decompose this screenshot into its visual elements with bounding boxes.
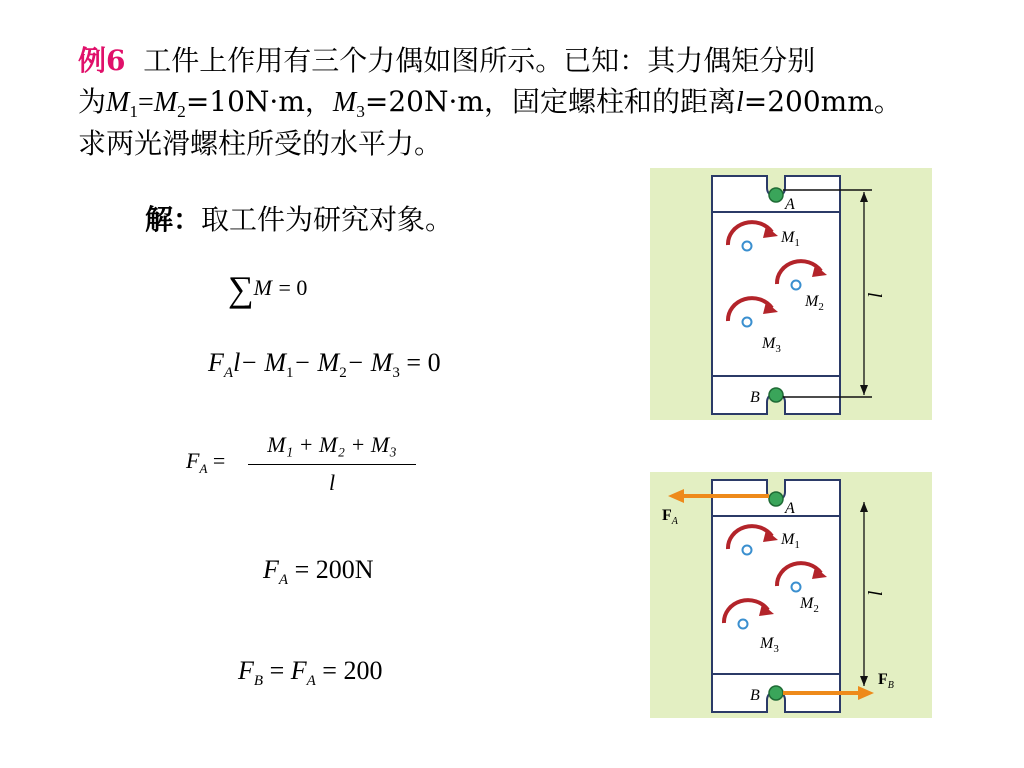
fraction-numerator: M₁ + M₂ + M₃ [267,432,397,457]
sum-symbol: ∑ [228,269,254,309]
label-B: B [750,687,760,704]
solution-heading [145,198,453,238]
hole-icon [792,583,801,592]
symbol-M: M [153,87,178,118]
subscript: 1 [286,365,294,381]
equation-FA-value [263,555,374,589]
problem-line-2 [78,81,998,123]
fraction-lhs [186,448,225,477]
label-M3: $M_3$ [760,635,779,655]
subscript: 1 [129,102,139,122]
symbol-M: M [106,87,130,118]
equation-rhs: = 200 [322,656,383,685]
subscript: 3 [392,365,400,381]
term-M3: − M [346,348,393,377]
equals: = [138,87,154,118]
label-A: A [785,500,795,517]
problem-text: =200mm。 [743,85,902,118]
fraction-denominator: l [328,470,336,495]
symbol-F: F [186,448,200,473]
symbol-M: M [253,275,272,300]
pin-A-icon [769,188,783,202]
pin-B-icon [769,686,783,700]
label-M1: $M_1$ [781,229,800,249]
equation-FB-value [238,656,382,690]
equation-sum-moments [228,268,307,310]
hole-icon [743,242,752,251]
equals: = [269,656,285,685]
equation-rhs: = 0 [278,275,308,300]
label-M2: $M_2$ [805,293,824,313]
subscript: 3 [356,102,365,122]
label-l: l [863,292,885,298]
symbol-F: F [208,348,224,377]
label-FB: $F_B$ [878,671,894,691]
hole-icon [792,281,801,290]
problem-text: =20N·m，固定螺柱和的距离 [364,85,736,118]
problem-line-3: 求两光滑螺柱所受的水平力。 [78,127,443,160]
figure-workpiece [650,168,932,420]
pin-A-icon [769,492,783,506]
solution-label: 解： [145,203,202,236]
symbol-F: F [238,656,254,685]
subscript: 2 [177,102,186,122]
label-B: B [750,389,760,406]
problem-line-1-text: 工件上作用有三个力偶如图所示。已知：其力偶矩分别 [143,44,816,77]
equation-fraction [186,432,426,502]
hole-icon [743,546,752,555]
equation-moment-balance [208,348,441,382]
label-l: l [863,590,885,596]
term-M1: − M [240,348,286,377]
equation-rhs: = 0 [406,348,441,377]
symbol-M: M [332,87,357,118]
subscript-A: A [306,673,316,689]
symbol-F: F [263,555,279,584]
problem-text: 为 [78,85,107,118]
symbol-F: F [290,656,307,685]
subscript: 2 [339,365,347,381]
workpiece-plate [712,480,840,712]
symbol-l: l [233,348,241,377]
hole-icon [739,620,748,629]
subscript-A: A [199,461,208,476]
solution-text: 取工件为研究对象。 [201,203,454,236]
equation-rhs: = 200N [294,555,374,584]
label-A: A [785,196,795,213]
hole-icon [743,318,752,327]
problem-statement [78,40,998,164]
label-M3: $M_3$ [762,335,781,355]
example-label: 例6 [78,44,126,77]
subscript-A: A [223,365,234,381]
label-M2: $M_2$ [800,595,819,615]
label-FA: $F_A$ [662,507,678,527]
figure-free-body [650,472,932,718]
problem-text: =10N·m， [185,85,333,118]
label-M1: $M_1$ [781,531,800,551]
equals: = [212,448,226,473]
fraction-bar [248,464,416,465]
term-M2: − M [293,348,340,377]
pin-B-icon [769,388,783,402]
subscript-A: A [278,572,289,588]
problem-line-1 [78,40,998,81]
symbol-l: l [735,87,744,118]
subscript-B: B [253,673,264,689]
